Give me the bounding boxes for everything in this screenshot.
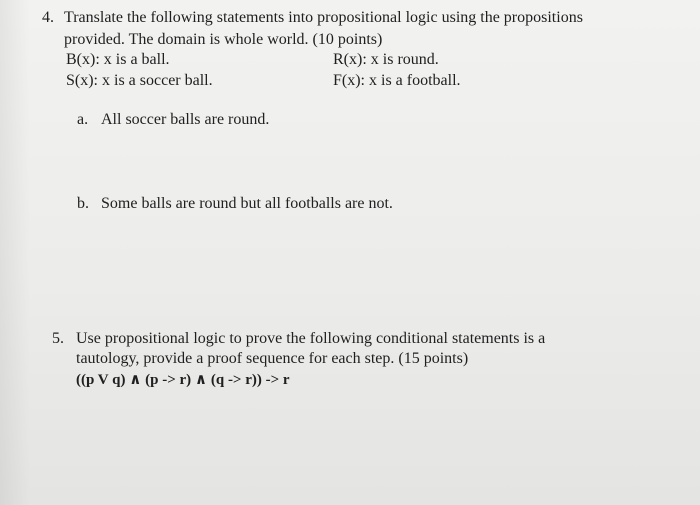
q4-line2: provided. The domain is whole world. (10 points) xyxy=(64,31,383,48)
part-a-label: a. xyxy=(77,111,89,128)
part-b-label: b. xyxy=(77,195,89,212)
q4-line1: Translate the following statements into propositional logic using the propositions xyxy=(64,9,583,26)
q5-line2: tautology, provide a proof sequence for each step. (15 points) xyxy=(76,350,469,367)
q5-number: 5. xyxy=(52,330,64,347)
def-r: R(x): x is round. xyxy=(333,51,439,68)
q5-formula: ((p V q) ∧ (p -> r) ∧ (q -> r)) -> r xyxy=(76,372,290,388)
q4-number: 4. xyxy=(42,9,54,26)
q5-line1: Use propositional logic to prove the following conditional statements is a xyxy=(76,330,546,347)
def-s: S(x): x is a soccer ball. xyxy=(66,72,213,89)
part-b-text: Some balls are round but all footballs are not. xyxy=(101,195,393,212)
part-a-text: All soccer balls are round. xyxy=(101,111,270,128)
page-edge-shadow xyxy=(0,0,30,505)
def-f: F(x): x is a football. xyxy=(333,72,461,89)
def-b: B(x): x is a ball. xyxy=(66,51,170,68)
